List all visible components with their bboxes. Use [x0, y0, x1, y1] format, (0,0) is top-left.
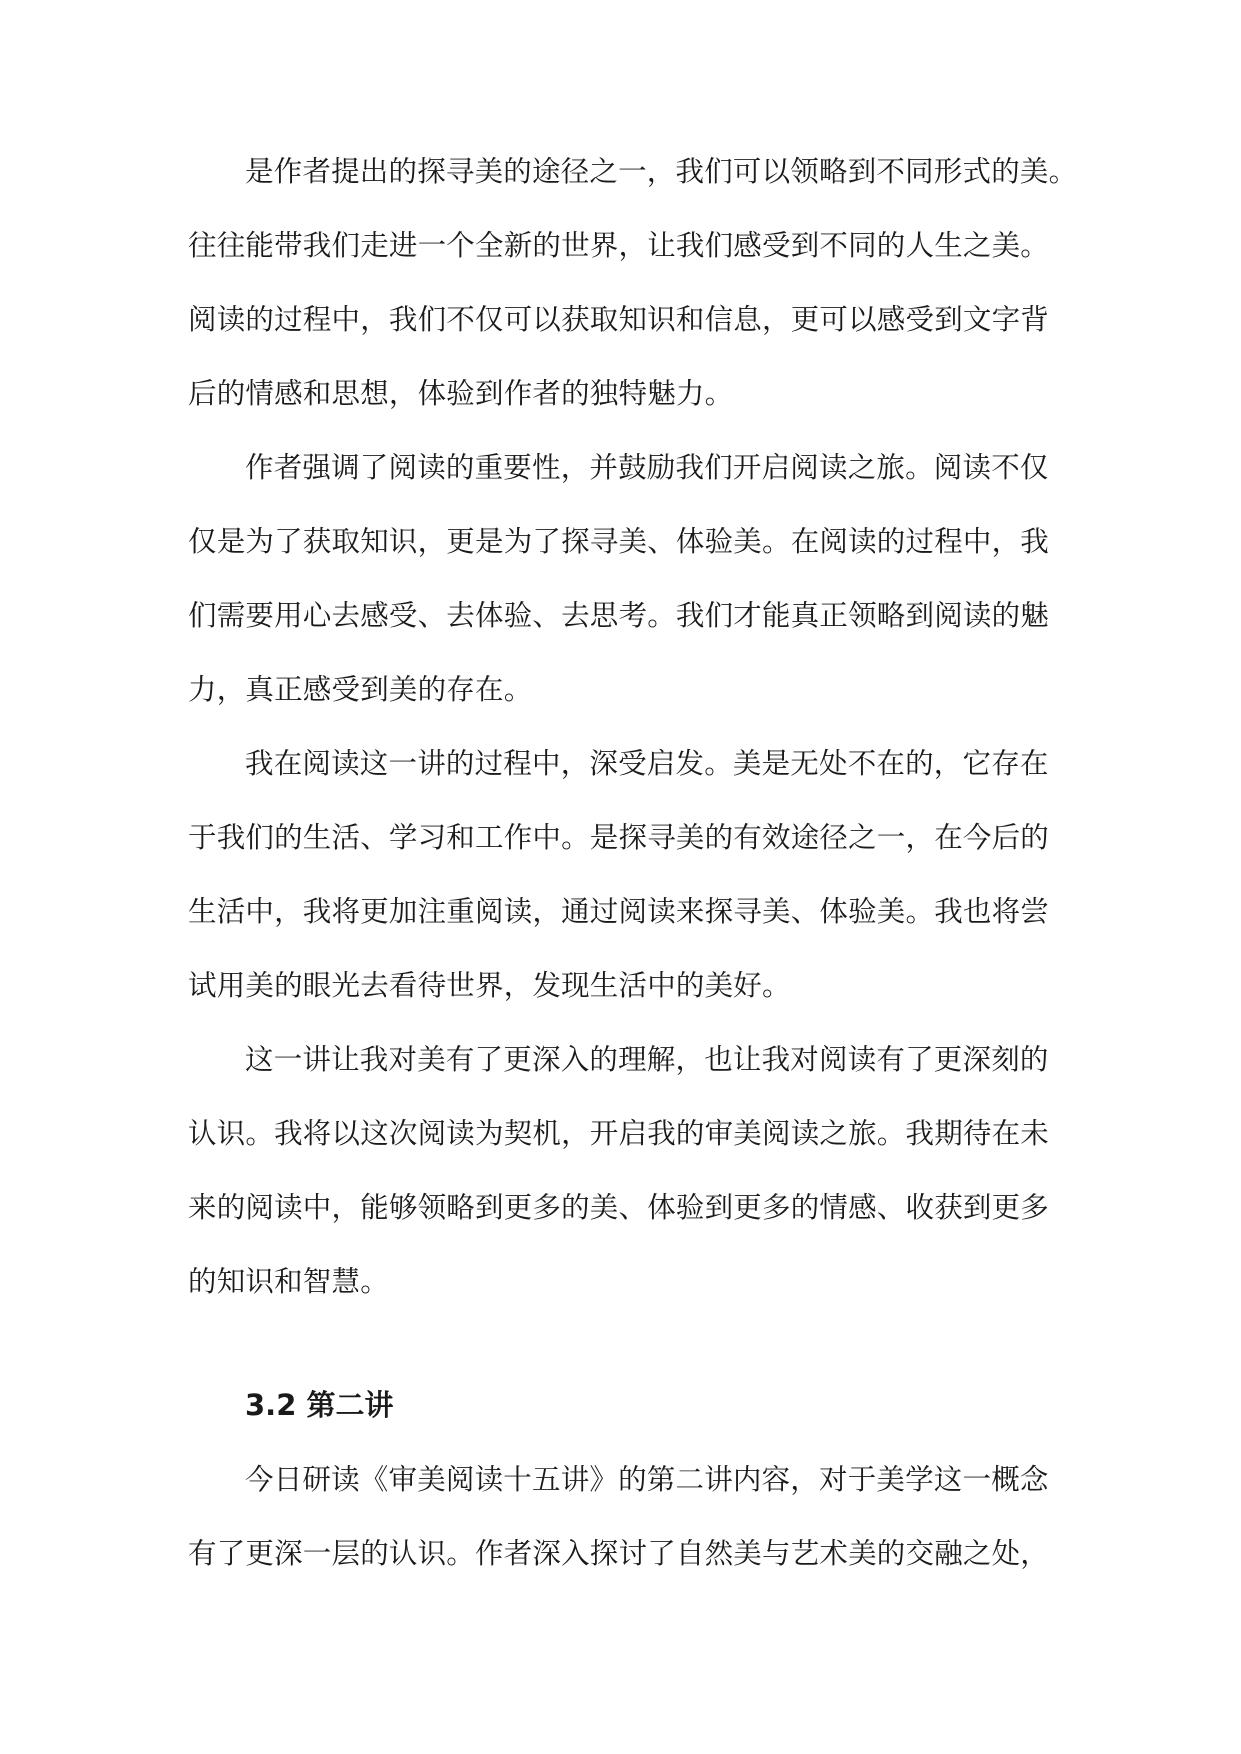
paragraph-4-line-4: 的知识和智慧。	[188, 1265, 389, 1298]
paragraph-2-line-3: 们需要用心去感受、去体验、去思考。我们才能真正领略到阅读的魅	[188, 599, 1050, 632]
section-heading: 3.2 第二讲	[245, 1388, 394, 1422]
paragraph-2-line-2: 仅是为了获取知识，更是为了探寻美、体验美。在阅读的过程中，我	[188, 525, 1050, 558]
section-paragraph-line-1: 今日研读《审美阅读十五讲》的第二讲内容，对于美学这一概念	[245, 1463, 1049, 1496]
paragraph-3-line-3: 生活中，我将更加注重阅读，通过阅读来探寻美、体验美。我也将尝	[188, 895, 1050, 928]
paragraph-3-line-2: 于我们的生活、学习和工作中。是探寻美的有效途径之一，在今后的	[188, 821, 1050, 854]
paragraph-4-line-3: 来的阅读中，能够领略到更多的美、体验到更多的情感、收获到更多	[188, 1191, 1050, 1224]
paragraph-3-line-4: 试用美的眼光去看待世界，发现生活中的美好。	[188, 969, 791, 1002]
paragraph-4-line-1: 这一讲让我对美有了更深入的理解，也让我对阅读有了更深刻的	[245, 1043, 1049, 1076]
paragraph-2-line-4: 力，真正感受到美的存在。	[188, 673, 533, 706]
paragraph-2-line-1: 作者强调了阅读的重要性，并鼓励我们开启阅读之旅。阅读不仅	[245, 451, 1049, 484]
paragraph-1-line-3: 阅读的过程中，我们不仅可以获取知识和信息，更可以感受到文字背	[188, 303, 1050, 336]
section-paragraph-line-2: 有了更深一层的认识。作者深入探讨了自然美与艺术美的交融之处，	[188, 1537, 1050, 1570]
paragraph-1-line-2: 往往能带我们走进一个全新的世界，让我们感受到不同的人生之美。	[188, 229, 1050, 262]
paragraph-1-line-4: 后的情感和思想，体验到作者的独特魅力。	[188, 377, 734, 410]
paragraph-4-line-2: 认识。我将以这次阅读为契机，开启我的审美阅读之旅。我期待在未	[188, 1117, 1050, 1150]
paragraph-1-line-1: 是作者提出的探寻美的途径之一，我们可以领略到不同形式的美。	[245, 155, 1078, 188]
paragraph-3-line-1: 我在阅读这一讲的过程中，深受启发。美是无处不在的，它存在	[245, 747, 1049, 780]
